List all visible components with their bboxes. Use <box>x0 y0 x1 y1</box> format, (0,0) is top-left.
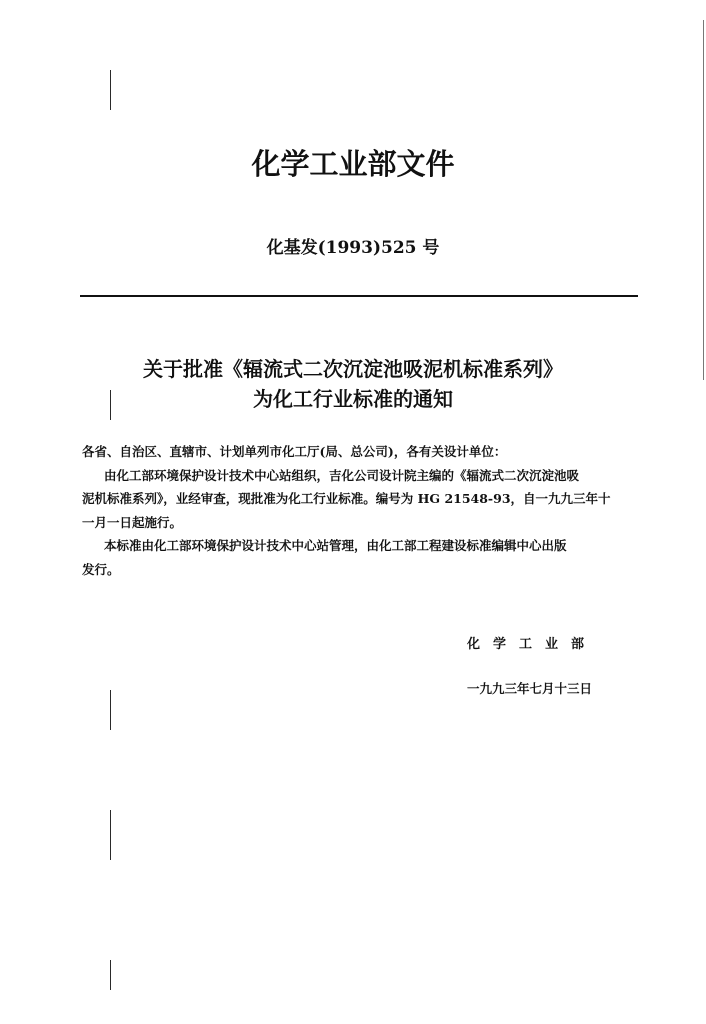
binding-mark <box>110 810 111 860</box>
binding-mark <box>110 690 111 730</box>
paragraph-1-line-3: 一月一日起施行。 <box>82 514 183 530</box>
document-number: 化基发(1993)525 号 <box>266 238 440 258</box>
paragraph-1-line-2: 泥机标准系列》，业经审查，现批准为化工行业标准。编号为 HG 21548-93，自一九九三年十 <box>82 491 611 506</box>
addressee-line: 各省、自治区、直辖市、计划单列市化工厅(局、总公司)，各有关设计单位： <box>82 444 507 459</box>
header-divider <box>80 295 638 297</box>
notice-title-line1: 关于批准《辐流式二次沉淀池吸泥机标准系列》 <box>143 357 563 381</box>
signature-date: 一九九三年七月十三日 <box>467 681 593 696</box>
binding-mark <box>110 960 111 990</box>
notice-body <box>82 440 642 581</box>
paragraph-2-line-2: 发行。 <box>82 561 120 577</box>
paragraph-1-line-1: 由化工部环境保护设计技术中心站组织，吉化公司设计院主编的《辐流式二次沉淀池吸 <box>104 467 580 483</box>
signature-organization: 化学工业部 <box>467 637 598 652</box>
document-header-title: 化学工业部文件 <box>251 147 455 181</box>
binding-mark <box>110 70 111 110</box>
notice-title-line2: 为化工行业标准的通知 <box>253 387 453 411</box>
edge-mark <box>703 20 704 380</box>
paragraph-2-line-1: 本标准由化工部环境保护设计技术中心站管理，由化工部工程建设标准编辑中心出版 <box>104 538 567 553</box>
